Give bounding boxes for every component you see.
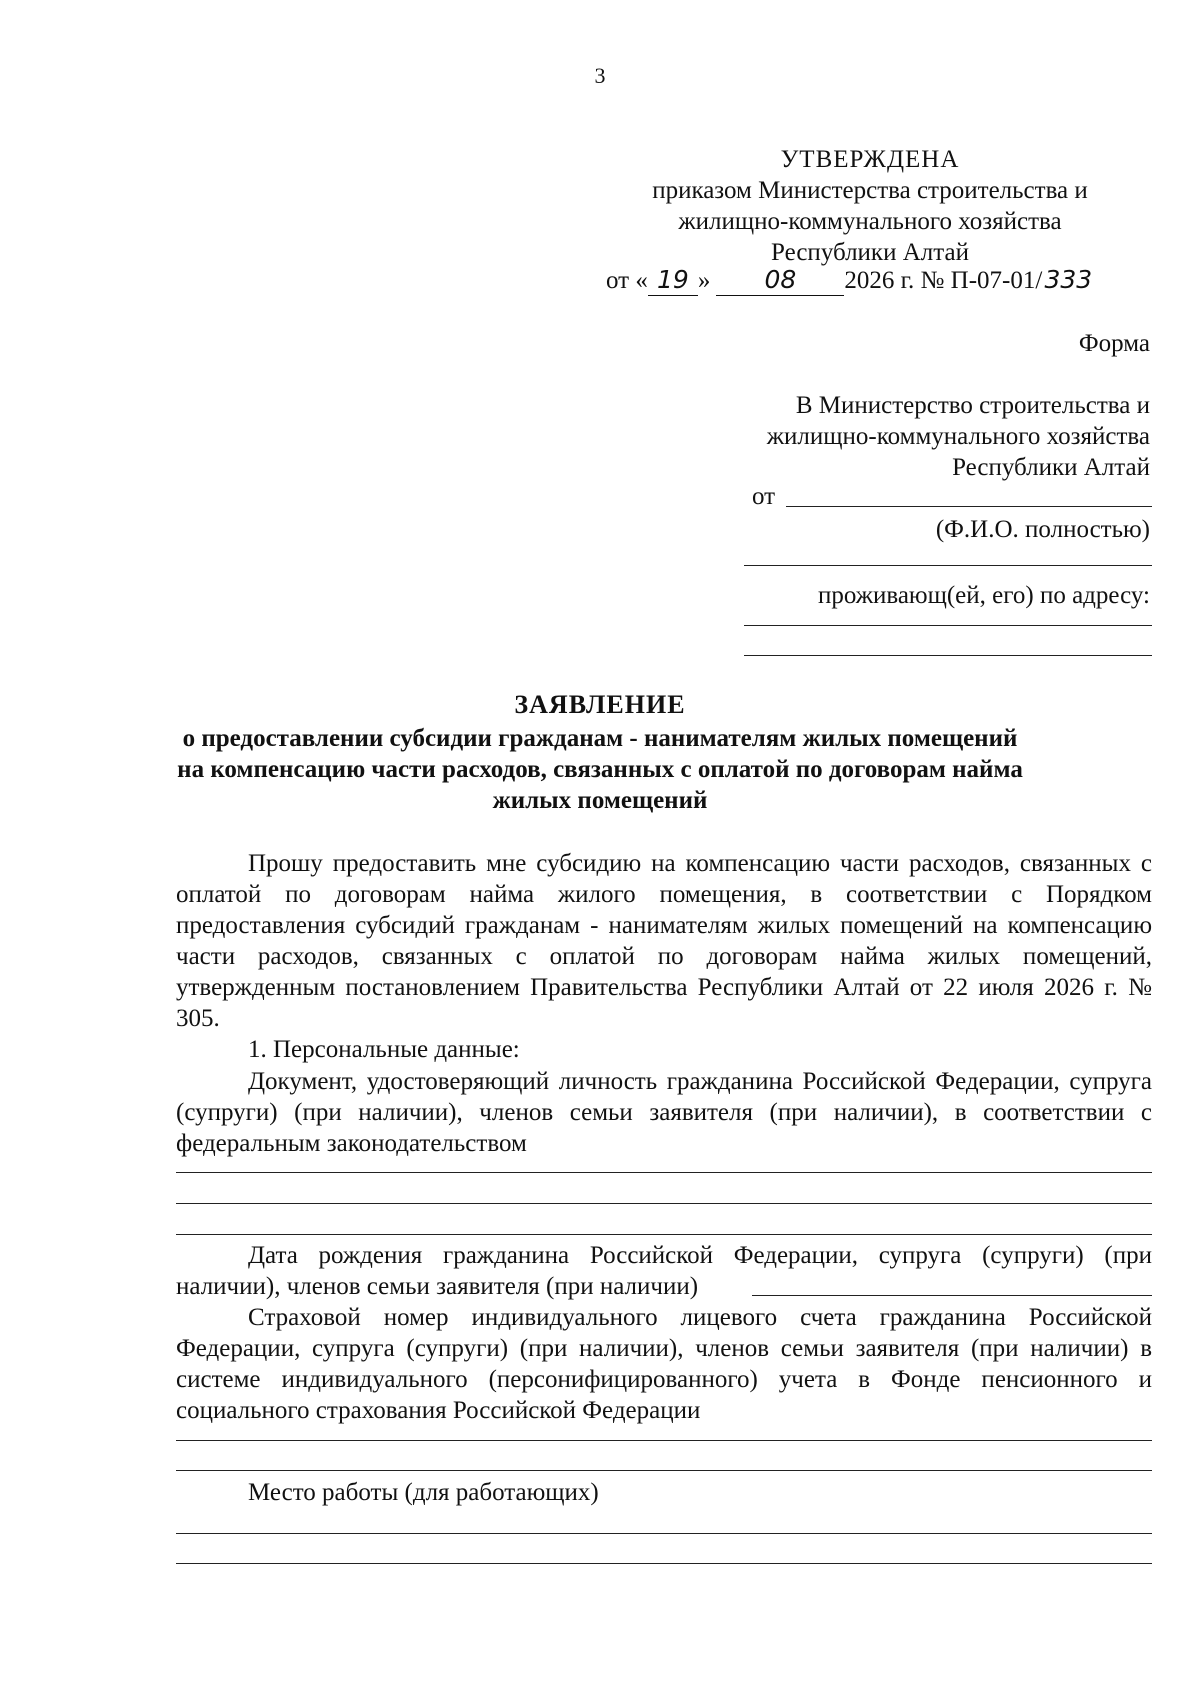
document-title: ЗАЯВЛЕНИЕ <box>514 690 686 719</box>
document-subtitle <box>0 723 1200 816</box>
workplace-field-2[interactable] <box>176 1563 1152 1564</box>
workplace-label: Место работы (для работающих) <box>248 1479 599 1506</box>
from-label: от <box>752 483 776 510</box>
address-field-1[interactable] <box>744 625 1152 626</box>
approval-line-2: жилищно-коммунального хозяйства <box>678 208 1062 235</box>
addressee-block <box>767 390 1150 483</box>
document-paragraph <box>176 1066 1152 1159</box>
form-label: Форма <box>1078 330 1150 357</box>
snils-field-1[interactable] <box>176 1440 1152 1441</box>
birth-date-paragraph <box>176 1240 1152 1302</box>
workplace-field-1[interactable] <box>176 1533 1152 1534</box>
page-number: 3 <box>594 63 606 88</box>
date-mid: » <box>697 267 711 294</box>
document-field-3[interactable] <box>176 1234 1152 1235</box>
addressee-line-1: В Министерство строительства и <box>795 392 1150 419</box>
applicant-name-field[interactable] <box>786 506 1152 507</box>
birth-date-field[interactable] <box>752 1295 1152 1296</box>
subtitle-line-2: на компенсацию части расходов, связанных с оплатой по договорам найма <box>177 756 1023 783</box>
request-paragraph <box>176 848 1152 1034</box>
subtitle-line-3: жилых помещений <box>492 787 708 814</box>
fio-hint: (Ф.И.О. полностью) <box>935 516 1150 543</box>
residing-label: проживающ(ей, его) по адресу: <box>817 582 1150 609</box>
address-field-2[interactable] <box>744 655 1152 656</box>
addressee-line-2: жилищно-коммунального хозяйства <box>766 423 1150 450</box>
handwritten-day: 19 <box>648 264 698 296</box>
approval-line-1: приказом Министерства строительства и <box>652 177 1088 204</box>
document-field-1[interactable] <box>176 1172 1152 1173</box>
snils-text: Страховой номер индивидуального лицевого счета гражданина Российской Федерации, супруга (супруги) (при наличии), членов семьи заявителя (при наличии) в системе индивидуального (персонифицированного) учета в Фонде пенсионного и социального страхования Российской Федерации <box>176 1304 1152 1424</box>
addressee-line-3: Республики Алтай <box>952 454 1150 481</box>
snils-paragraph <box>176 1302 1152 1426</box>
applicant-name-field-2[interactable] <box>744 565 1152 566</box>
section-personal-data: 1. Персональные данные: <box>248 1036 520 1063</box>
approval-status: УТВЕРЖДЕНА <box>780 146 960 173</box>
approval-line-3: Республики Алтай <box>771 239 969 266</box>
date-year-suffix: 2026 г. № П-07-01/ <box>844 267 1043 294</box>
handwritten-order-number: 333 <box>1044 265 1093 294</box>
birth-date-text: Дата рождения гражданина Российской Федерации, супруга (супруги) (при наличии), членов семьи заявителя (при наличии) <box>176 1242 1152 1300</box>
document-text: Документ, удостоверяющий личность гражданина Российской Федерации, супруга (супруги) (при наличии), членов семьи заявителя (при наличии), в соответствии с федеральным законодательством <box>176 1068 1152 1157</box>
approval-block <box>600 144 1140 268</box>
approval-date-line <box>606 264 1094 296</box>
handwritten-month: 08 <box>716 264 844 296</box>
request-text: Прошу предоставить мне субсидию на компенсацию части расходов, связанных с оплатой по договорам найма жилого помещения, в соответствии с Порядком предоставления субсидий гражданам - нанимателям жилых помещений на компенсацию части расходов, связанных с оплатой по договорам найма жилых помещений, утвержденным постановлением Правительства Республики Алтай от 22 июля 2026 г. № 305. <box>176 850 1152 1032</box>
snils-field-2[interactable] <box>176 1470 1152 1471</box>
date-prefix: от « <box>606 267 648 294</box>
document-field-2[interactable] <box>176 1203 1152 1204</box>
subtitle-line-1: о предоставлении субсидии гражданам - нанимателям жилых помещений <box>182 725 1018 752</box>
